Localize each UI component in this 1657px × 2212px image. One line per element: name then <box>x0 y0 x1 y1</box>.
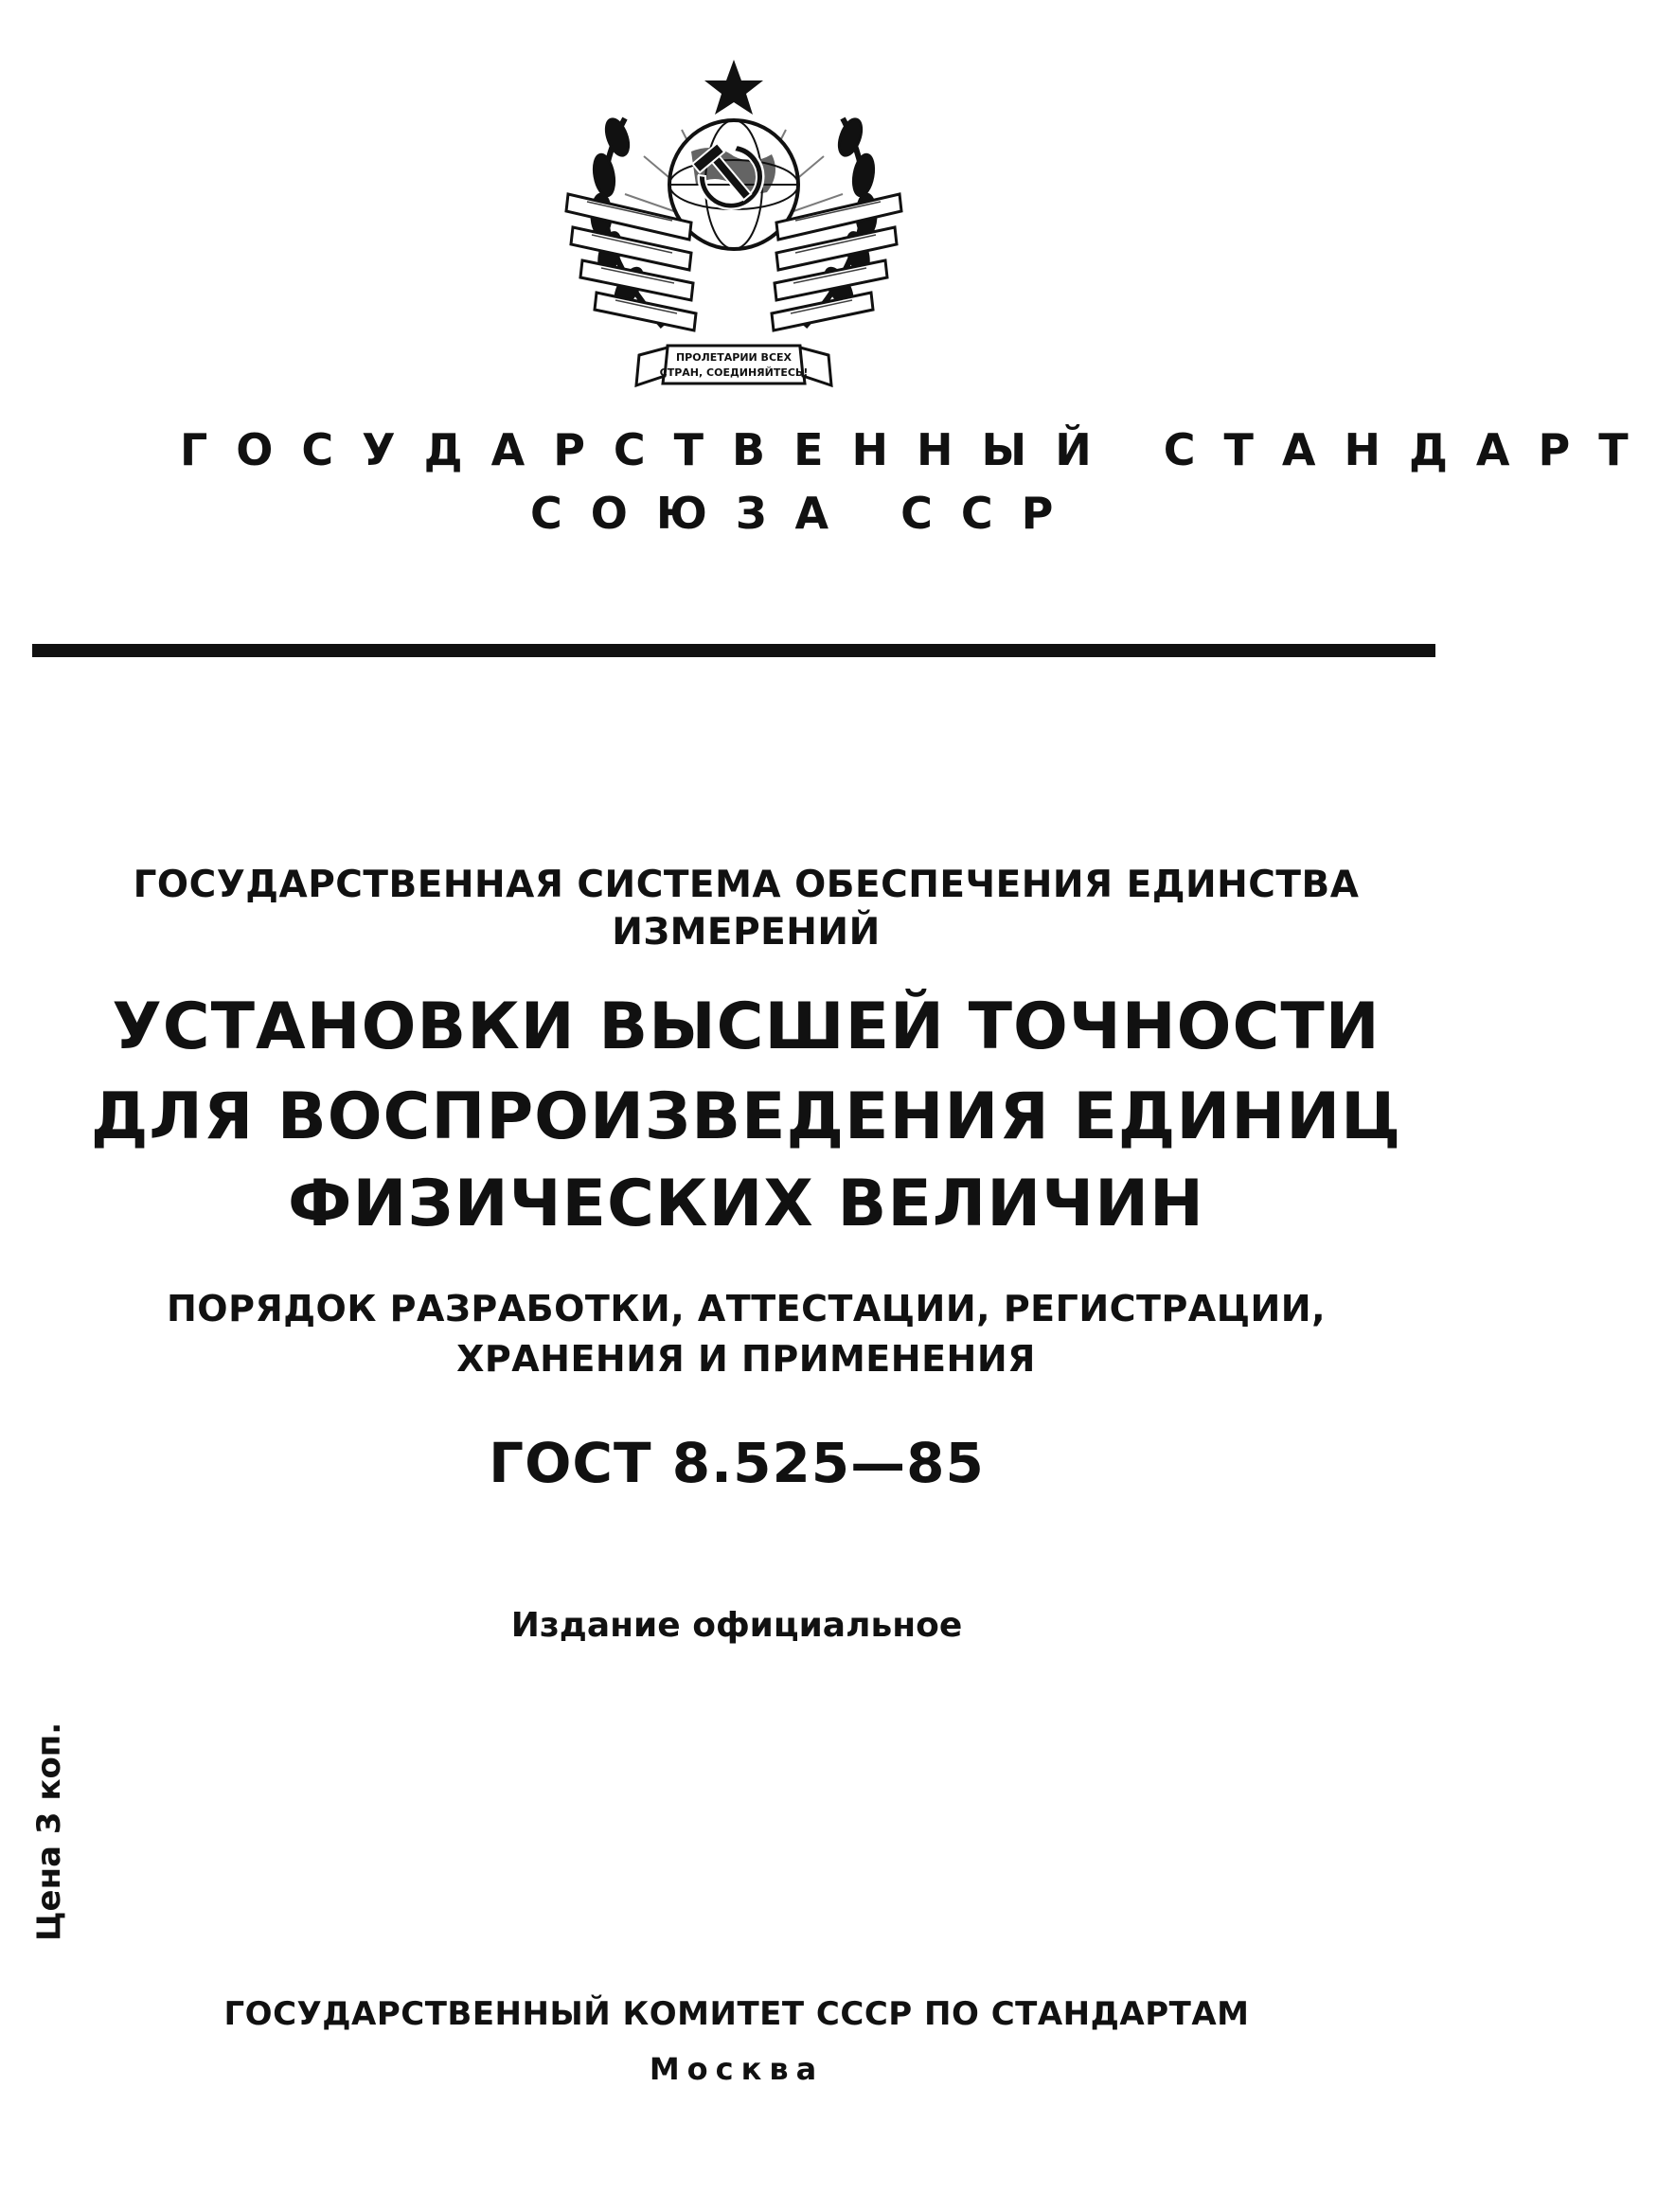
subtitle-line-1: ПОРЯДОК РАЗРАБОТКИ, АТТЕСТАЦИИ, РЕГИСТРАЦИИ, <box>166 1288 1327 1329</box>
subtitle-line-2: ХРАНЕНИЯ И ПРИМЕНЕНИЯ <box>456 1338 1036 1380</box>
header-line-1: ГОСУДАРСТВЕННЫЙ СТАНДАРТ <box>180 424 1657 475</box>
edition-label: Издание официальное <box>510 1606 963 1645</box>
gost-number: ГОСТ 8.525—85 <box>489 1431 985 1495</box>
horizontal-rule <box>32 644 1435 657</box>
title-line-2: ДЛЯ ВОСПРОИЗВЕДЕНИЯ ЕДИНИЦ <box>90 1079 1402 1154</box>
emblem-motto-line2: СТРАН, СОЕДИНЯЙТЕСЬ! <box>659 366 809 379</box>
title-line-1: УСТАНОВКИ ВЫСШЕЙ ТОЧНОСТИ <box>112 990 1381 1064</box>
state-emblem <box>549 43 918 421</box>
header-line-2: СОЮЗА ССР <box>530 488 1082 539</box>
publisher-city: Москва <box>649 2051 825 2087</box>
title-line-3: ФИЗИЧЕСКИХ ВЕЛИЧИН <box>288 1167 1204 1241</box>
star-icon <box>704 60 763 115</box>
series-line-1: ГОСУДАРСТВЕННАЯ СИСТЕМА ОБЕСПЕЧЕНИЯ ЕДИНСТВА <box>133 864 1360 906</box>
emblem-motto-line1: ПРОЛЕТАРИИ ВСЕХ <box>675 351 793 364</box>
price-label: Цена 3 коп. <box>30 1721 68 1941</box>
series-line-2: ИЗМЕРЕНИЙ <box>612 911 881 954</box>
publisher-name: ГОСУДАРСТВЕННЫЙ КОМИТЕТ СССР ПО СТАНДАРТАМ <box>223 1995 1250 2033</box>
